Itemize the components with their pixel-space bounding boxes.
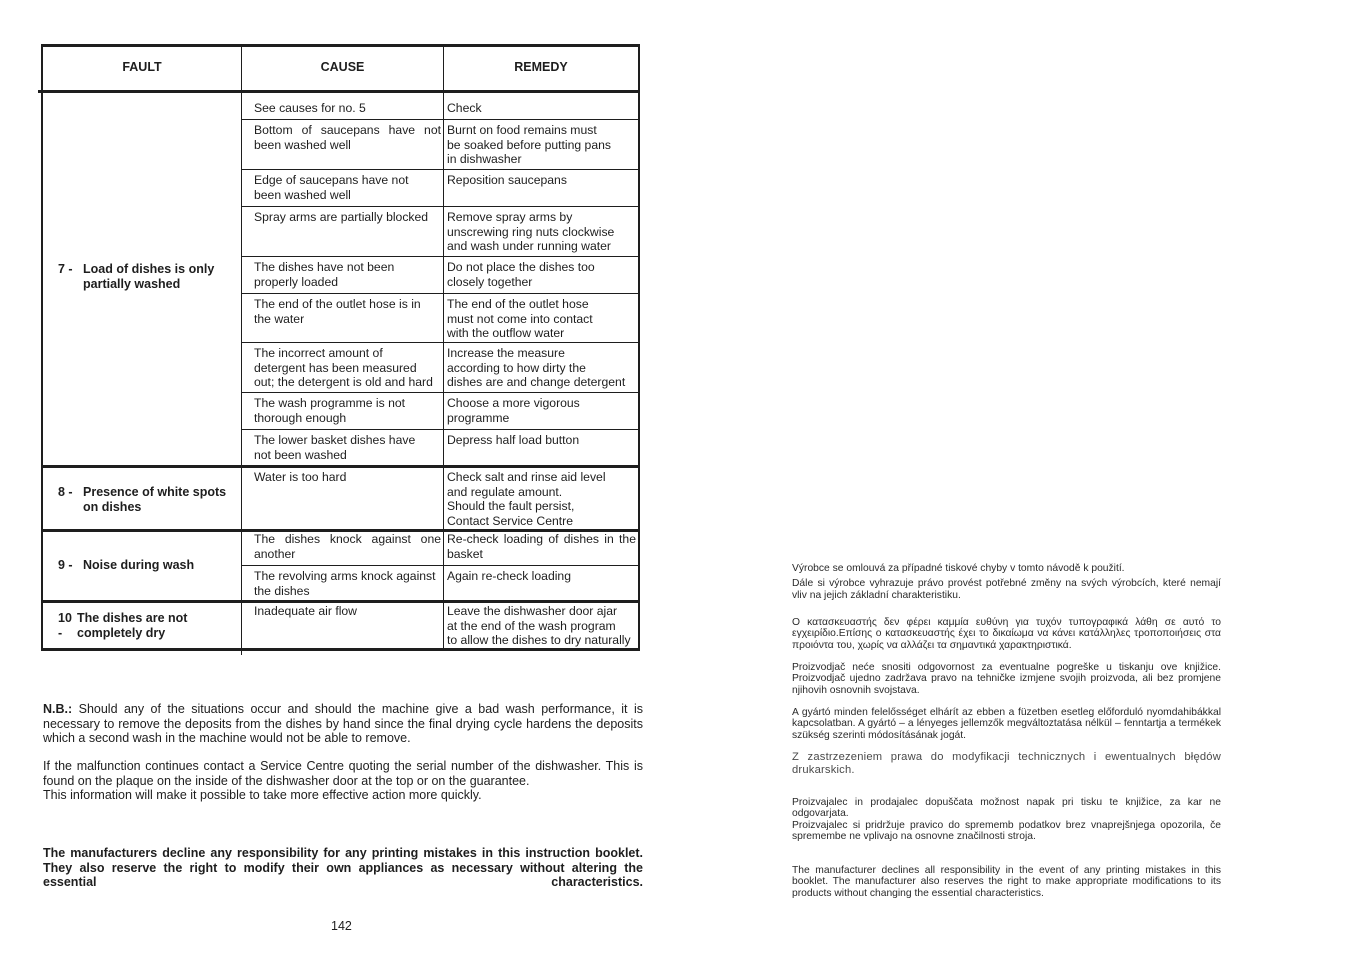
- row-divider: [241, 342, 640, 343]
- table-border: [38, 90, 640, 93]
- service-paragraph: [43, 759, 643, 803]
- cause-cell: Spray arms are partially blocked: [254, 210, 429, 224]
- cause-cell: The lower basket dishes have not been washed: [254, 433, 416, 462]
- disclaimer-greek: Ο κατασκευαστής δεν φέρει καμμία ευθύνη για τυχόν τυπογραφικά λάθη σε αυτό το εγχειρίδιο.Επίσης ο κατασκευαστής έχει το δικαίωμα να κάνει κατάλληλες τροποποιήσεις στα προιόντα του, χωρίς να αλλάζει τα σημαντικά χαρακτηριστικά.: [792, 617, 1221, 651]
- table-border: [41, 465, 640, 468]
- row-divider: [241, 429, 640, 430]
- troubleshooting-table: [41, 44, 640, 651]
- fault-text: Noise during wash: [83, 558, 195, 572]
- row-divider: [241, 206, 640, 207]
- nb-text: Should any of the situations occur and should the machine give a bad wash performance, it is necessary to remove the deposits from the dishes by hand since the final drying cycle hardens the deposits which a second wash in the machine would not be able to remove.: [43, 702, 643, 745]
- remedy-cell: Leave the dishwasher door ajar at the end of the wash program to allow the dishes to dry naturally: [447, 604, 631, 647]
- nb-label: N.B.:: [43, 702, 73, 716]
- fault-number: 8 -: [58, 485, 73, 499]
- fault-text: The dishes are not completely dry: [77, 611, 188, 640]
- remedy-cell: Depress half load button: [447, 433, 580, 447]
- remedy-cell: Check salt and rinse aid level and regulate amount. Should the fault persist, Contact Service Centre: [447, 470, 606, 528]
- remedy-cell: Burnt on food remains must be soaked before putting pans in dishwasher: [447, 123, 611, 166]
- fault-number: 9 -: [58, 558, 73, 572]
- fault-number: 10 -: [58, 611, 72, 640]
- disclaimer-line: Výrobce se omlouvá za případné tiskové chyby v tomto návodě k použití.: [792, 563, 1125, 574]
- disclaimer-hungarian: A gyártó minden felelősséget elhárít az ebben a füzetben esetleg előforduló nyomdahibákkal kapcsolatban. A gyártó – a lényeges jellemzők megváltoztatása nélkül – fenntartja a termékek szükség szerinti módosításának jogát.: [792, 707, 1221, 741]
- fault-text: Presence of white spots on dishes: [83, 485, 227, 514]
- row-divider: [241, 256, 640, 257]
- fault-number: 7 -: [58, 262, 73, 276]
- disclaimer-english: The manufacturer declines all responsibility in the event of any printing mistakes in this booklet. The manufacturer also reserves the right to make appropriate modifications to its products without changing the essential characteristics.: [792, 865, 1221, 899]
- remedy-cell: Re-check loading of dishes in the basket: [447, 532, 636, 561]
- remedy-cell: Reposition saucepans: [447, 173, 567, 187]
- cause-cell: The dishes knock against one another: [254, 532, 441, 561]
- service-line: If the malfunction continues contact a Service Centre quoting the serial number of the dishwasher. This is found on the plaque on the inside of the dishwasher door at the top or on the guarantee.: [43, 759, 643, 788]
- header-fault: FAULT: [122, 60, 162, 74]
- cause-cell: Water is too hard: [254, 470, 347, 484]
- cause-cell: The incorrect amount of detergent has been measured out; the detergent is old and hard: [254, 346, 433, 389]
- cause-cell: The dishes have not been properly loaded: [254, 260, 395, 289]
- fault-label: [58, 611, 187, 641]
- row-divider: [241, 169, 640, 170]
- cause-cell: Inadequate air flow: [254, 604, 357, 618]
- disclaimer-line: Proizvajalec si pridržuje pravico do sprememb podatkov brez vnaprejšnjega opozorila, če spremembe ne vplivajo na osnovne značilnosti stroja.: [792, 819, 1221, 842]
- table-border: [638, 44, 640, 651]
- cause-cell: Bottom of saucepans have not been washed well: [254, 123, 441, 152]
- page-number: 142: [331, 919, 352, 933]
- cause-cell: See causes for no. 5: [254, 101, 366, 115]
- disclaimer-croatian: Proizvodjač neće snositi odgovornost za eventualne pogreške u tiskanju ove knjižice. Proizvodjač ujedno zadržava pravo na tehničke izmjene svojih proizvoda, ali bez promjene njihovih osnovnih svojstava.: [792, 662, 1221, 696]
- remedy-cell: Increase the measure according to how dirty the dishes are and change detergent: [447, 346, 626, 389]
- service-line: This information will make it possible to take more effective action more quickly.: [43, 788, 482, 802]
- remedy-cell: Check: [447, 101, 482, 115]
- cause-cell: The end of the outlet hose is in the water: [254, 297, 421, 326]
- row-divider: [241, 565, 640, 566]
- disclaimer-slovenian: [792, 797, 1221, 842]
- fault-text: Load of dishes is only partially washed: [83, 262, 215, 291]
- remedy-cell: The end of the outlet hose must not come into contact with the outflow water: [447, 297, 593, 340]
- table-border: [41, 600, 640, 603]
- row-divider: [241, 293, 640, 294]
- cause-cell: Edge of saucepans have not been washed well: [254, 173, 409, 202]
- remedy-cell: Choose a more vigorous programme: [447, 396, 580, 425]
- row-divider: [241, 392, 640, 393]
- header-cause: CAUSE: [320, 60, 365, 74]
- disclaimer-line: Dále si výrobce vyhrazuje právo provést potřebné změny na svých výrobcích, které nemají vliv na jejich základní charakteristiku.: [792, 578, 1221, 601]
- row-divider: [241, 119, 640, 120]
- cause-cell: The revolving arms knock against the dishes: [254, 569, 436, 598]
- remedy-cell: Do not place the dishes too closely together: [447, 260, 595, 289]
- fault-label: [58, 262, 214, 292]
- table-border: [41, 648, 640, 651]
- table-border: [41, 44, 640, 47]
- disclaimer-czech: [792, 563, 1221, 601]
- disclaimer-line: Proizvajalec in prodajalec dopuščata možnost napak pri tisku te knjižice, za kar ne odgovarjata.: [792, 797, 1221, 820]
- remedy-cell: Again re-check loading: [447, 569, 571, 583]
- fault-label: [58, 485, 226, 515]
- fault-label: [58, 558, 194, 573]
- header-remedy: REMEDY: [514, 60, 568, 74]
- nb-paragraph: [43, 702, 643, 746]
- manufacturer-notice: The manufacturers decline any responsibility for any printing mistakes in this instruction booklet. They also reserve the right to modify their own appliances as necessary without altering the essential characteristics.: [43, 846, 643, 889]
- table-border: [41, 44, 43, 651]
- disclaimer-polish: Z zastrzezeniem prawa do modyfikacji technicznych i ewentualnych błędów drukarskich.: [792, 751, 1221, 776]
- remedy-cell: Remove spray arms by unscrewing ring nuts clockwise and wash under running water: [447, 210, 615, 253]
- cause-cell: The wash programme is not thorough enough: [254, 396, 406, 425]
